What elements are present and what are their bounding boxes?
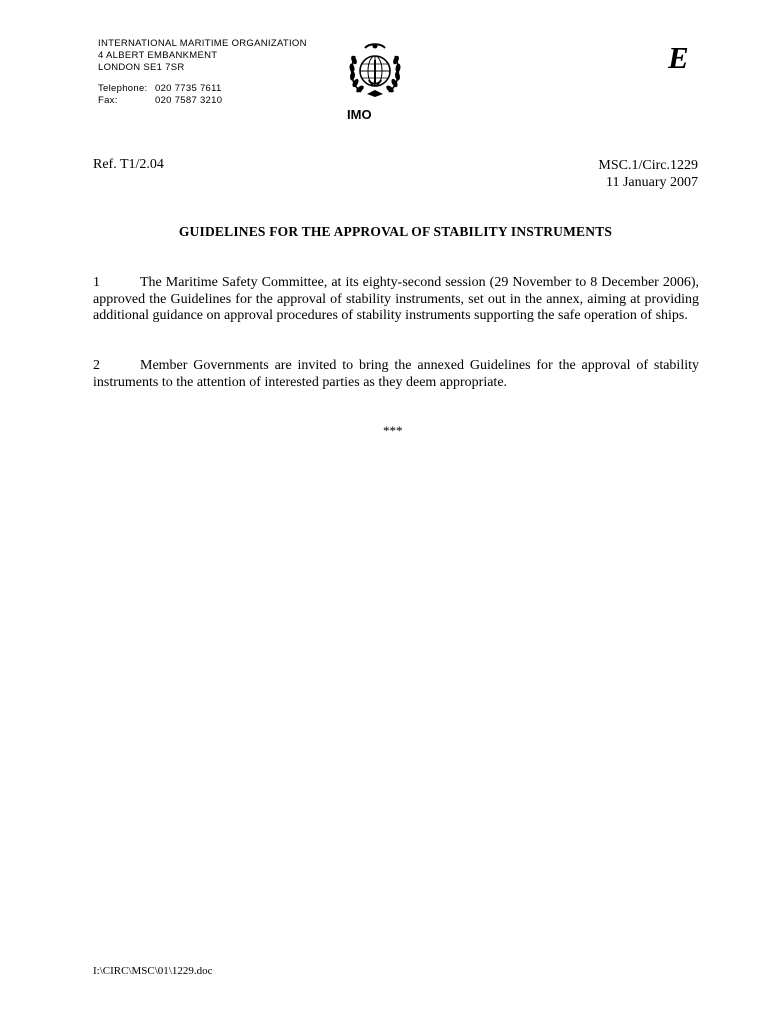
telephone-label: Telephone: bbox=[98, 83, 148, 94]
document-symbol-block bbox=[598, 157, 698, 191]
org-city: LONDON SE1 7SR bbox=[98, 62, 185, 73]
fax-value: 020 7587 3210 bbox=[155, 95, 223, 106]
reference-number: Ref. T1/2.04 bbox=[93, 157, 164, 172]
telephone-row bbox=[98, 83, 307, 95]
paragraph-2 bbox=[93, 358, 699, 391]
paragraph-number: 2 bbox=[93, 358, 100, 373]
org-street: 4 ALBERT EMBANKMENT bbox=[98, 50, 218, 61]
imo-emblem-icon bbox=[347, 40, 403, 100]
org-name: INTERNATIONAL MARITIME ORGANIZATION bbox=[98, 38, 307, 49]
telephone-value: 020 7735 7611 bbox=[155, 83, 222, 94]
document-date: 11 January 2007 bbox=[605, 175, 698, 190]
document-symbol: MSC.1/Circ.1229 bbox=[598, 158, 698, 173]
language-mark: E bbox=[668, 40, 689, 75]
organization-address bbox=[98, 38, 307, 107]
file-path: I:\CIRC\MSC\01\1229.doc bbox=[93, 965, 213, 977]
paragraph-1 bbox=[93, 275, 699, 325]
paragraph-text: The Maritime Safety Committee, at its eighty-second session (29 November to 8 December 2006), approved the Guidelines for the approval of stability instruments, set out in the annex, aiming at providing additional guidance on approval procedures of stability instruments supporting the safe operation of ships. bbox=[93, 275, 699, 323]
fax-row bbox=[98, 95, 307, 107]
document-title: GUIDELINES FOR THE APPROVAL OF STABILITY INSTRUMENTS bbox=[178, 224, 613, 239]
paragraph-number: 1 bbox=[93, 275, 100, 290]
imo-logo-text: IMO bbox=[347, 107, 372, 122]
paragraph-text: Member Governments are invited to bring the annexed Guidelines for the approval of stability instruments to the attention of interested parties as they deem appropriate. bbox=[93, 358, 699, 390]
fax-label: Fax: bbox=[98, 95, 118, 106]
section-separator: *** bbox=[383, 423, 403, 438]
